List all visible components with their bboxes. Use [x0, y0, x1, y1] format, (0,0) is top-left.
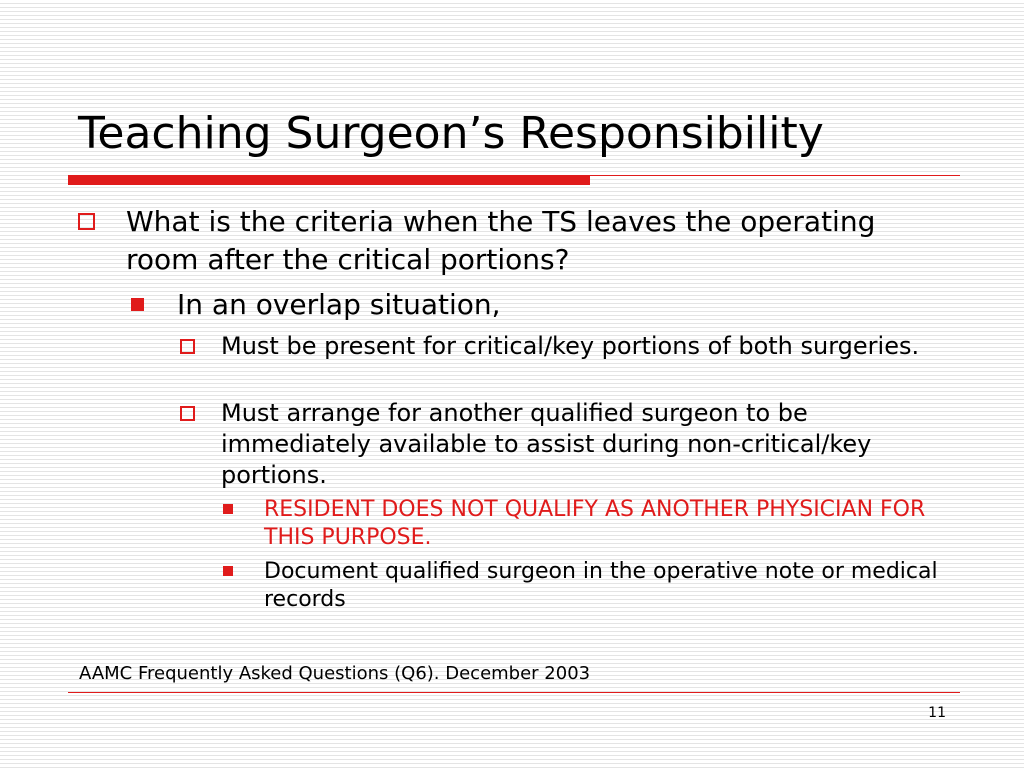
bullet-level3	[221, 398, 951, 491]
hollow-square-bullet-icon	[180, 339, 195, 354]
hollow-square-bullet-icon	[180, 406, 195, 421]
bullet-text: What is the criteria when the TS leaves the operating room after the critical portions?	[126, 205, 876, 276]
bullet-level2	[177, 286, 937, 324]
bullet-text: In an overlap situation,	[177, 288, 501, 321]
slide-title: Teaching Surgeon’s Responsibility	[78, 108, 824, 159]
citation: AAMC Frequently Asked Questions (Q6). December 2003	[79, 663, 591, 684]
bullet-level1	[126, 203, 926, 279]
bullet-text: Must arrange for another qualified surgeon to be immediately available to assist during non-critical/key portions.	[221, 399, 872, 489]
filled-square-bullet-icon	[223, 504, 233, 514]
filled-square-bullet-icon	[223, 566, 233, 576]
page-number: 11	[928, 705, 946, 721]
hollow-square-bullet-icon	[78, 213, 95, 230]
bullet-text: RESIDENT DOES NOT QUALIFY AS ANOTHER PHYSICIAN FOR THIS PURPOSE.	[264, 497, 926, 550]
filled-square-bullet-icon	[131, 298, 144, 311]
bullet-level3	[221, 331, 951, 362]
footer-divider	[68, 692, 960, 693]
bullet-level4-warning	[264, 496, 964, 552]
bullet-text: Document qualified surgeon in the operative note or medical records	[264, 559, 938, 612]
bullet-text: Must be present for critical/key portions of both surgeries.	[221, 332, 920, 360]
title-accent-bar	[68, 175, 590, 185]
bullet-level4	[264, 558, 964, 614]
